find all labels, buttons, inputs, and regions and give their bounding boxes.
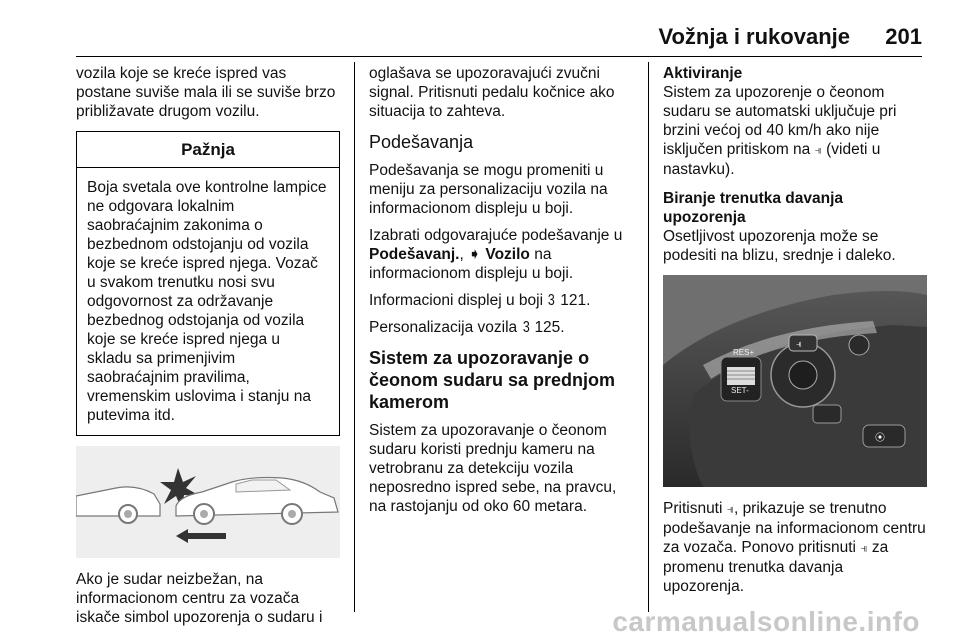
header-rule <box>76 56 922 57</box>
fcw-button-icon: ⫣ <box>814 143 822 157</box>
press-button-paragraph: Pritisnuti ⫣, prikazuje se trenutno podešavanje na informacionom centru za vozača. Ponovo pritisnuti ⫣ za promenu trenutka davanja upozorenja. <box>663 500 926 595</box>
xref-color-display[interactable]: Informacioni displej u boji 3 121. <box>369 292 591 309</box>
warning-sound-paragraph: oglašava se upozoravajući zvučni signal. Pritisnuti pedalu kočnice ako situacija to zahteva. <box>369 65 615 120</box>
res-label: RES+ <box>733 348 755 357</box>
sensitivity-paragraph: Osetljivost upozorenja može se podesiti na blizu, srednje i daleko. <box>663 228 896 264</box>
steering-wheel-image <box>663 275 927 487</box>
column-middle <box>369 64 635 524</box>
section-heading-settings: Podešavanja <box>369 132 474 152</box>
svg-text:⫣: ⫣ <box>796 339 802 350</box>
xref-symbol-icon: 3 <box>522 319 530 336</box>
intro-paragraph: vozila koje se kreće ispred vas postane suviše mala ili se suviše brzo približavate drugom vozilu. <box>76 65 336 120</box>
caution-body: Boja svetala ove kontrolne lampice ne odgovara lokalnim saobraćajnim zakonima o bezbednom odstojanju od vozila koje se kreće ispred njega. Vozač u svakom trenutku nosi svu odgovornost za održavanje bezbednog odstojanja od vozila koje se kreće ispred njega u skladu sa primenjivim saobraćajnim pravilima, vremenskim uslovima i stanju na putevima itd. <box>87 179 327 424</box>
outro-paragraph: Ako je sudar neizbežan, na informacionom centru za vozača iskače simbol upozorenja o sudaru i <box>76 571 323 626</box>
settings-paragraph: Podešavanja se mogu promeniti u meniju za personalizaciju vozila na informacionom displeju u boji. <box>369 162 608 217</box>
collision-image <box>76 446 340 558</box>
xref-vehicle-personalization[interactable]: Personalizacija vozila 3 125. <box>369 319 565 336</box>
page-number: 201 <box>885 24 922 49</box>
settings-path-paragraph: Izabrati odgovarajuće podešavanje u Podešavanj., ➧ Vozilo na informacionom displeju u boji. <box>369 227 623 282</box>
menu-arrow-icon: ➧ <box>468 246 482 263</box>
subheading-warning-timing: Biranje trenutka davanja upozorenja <box>663 190 844 226</box>
subheading-activation: Aktiviranje <box>663 65 743 82</box>
column-right <box>663 64 927 604</box>
fcw-button-icon: ⫣ <box>860 541 868 555</box>
section-heading-fcw: Sistem za upozoravanje o čeonom sudaru sa prednjom kamerom <box>369 348 616 412</box>
svg-text:⦿: ⦿ <box>875 433 885 444</box>
xref-symbol-icon: 3 <box>548 292 556 309</box>
fcw-paragraph: Sistem za upozoravanje o čeonom sudaru koristi prednju kameru na vetrobranu za detekciju vozila neposredno ispred sebe, na pravcu, na rastojanju od oko 60 metara. <box>369 422 617 515</box>
column-left <box>76 64 340 635</box>
menu-settings-label: Podešavanj. <box>369 246 460 263</box>
page-title: Vožnja i rukovanje <box>658 24 850 49</box>
activation-paragraph: Sistem za upozorenje o čeonom sudaru se automatski uključuje pri brzini većoj od 40 km/h ako nije isključen pritiskom na ⫣ (videti u nastavku). <box>663 84 897 178</box>
caution-box <box>76 131 340 436</box>
fcw-button-icon: ⫣ <box>726 502 734 516</box>
caution-title: Pažnja <box>77 132 339 168</box>
column-divider-1 <box>354 62 355 612</box>
column-divider-2 <box>648 62 649 612</box>
menu-vehicle-label: Vozilo <box>485 246 530 263</box>
watermark: carmanualsonline.info <box>612 606 920 637</box>
steering-wheel-illustration <box>663 275 927 487</box>
set-label: SET- <box>731 386 749 395</box>
collision-illustration <box>76 446 340 558</box>
fcw-button[interactable] <box>789 335 817 351</box>
